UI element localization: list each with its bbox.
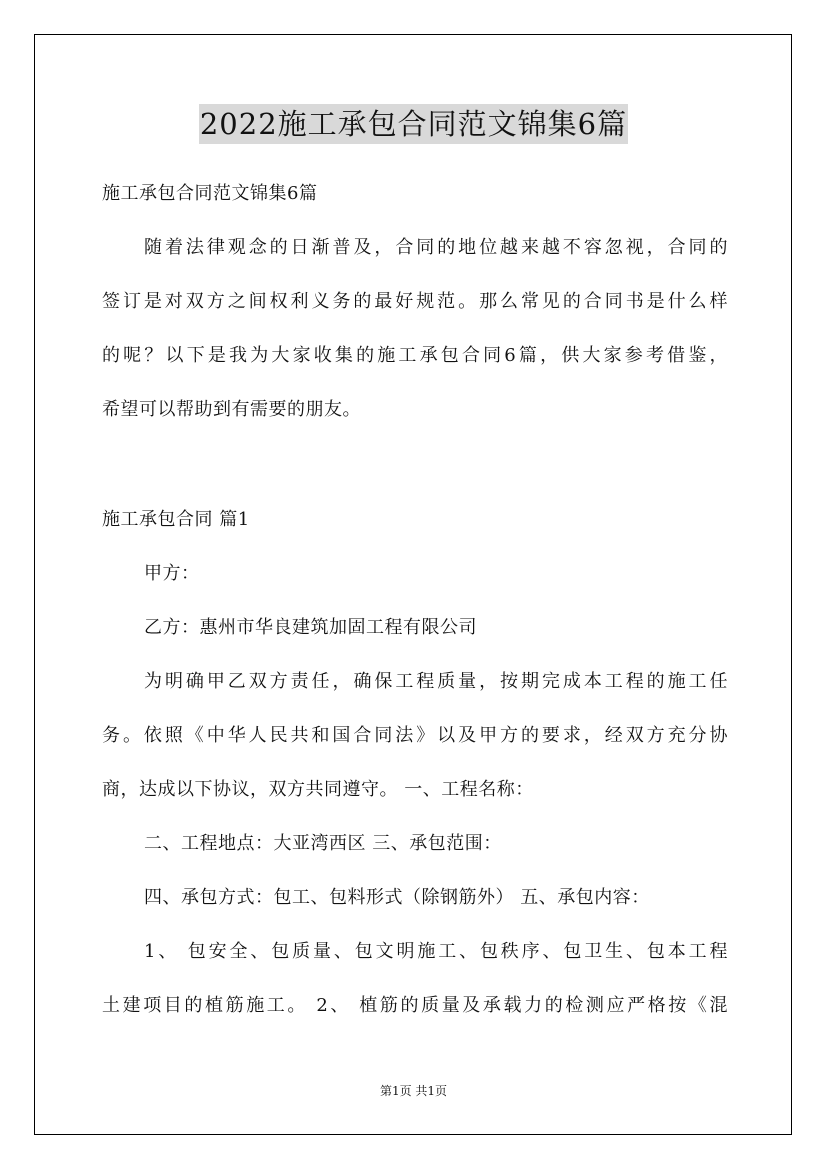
intro-paragraph-line-1: 随着法律观念的日渐普及，合同的地位越来越不容忽视，合同的	[144, 237, 728, 258]
intro-paragraph-line-3: 的呢？以下是我为大家收集的施工承包合同6篇，供大家参考借鉴，	[102, 345, 728, 366]
purpose-paragraph-line-1: 为明确甲乙双方责任，确保工程质量，按期完成本工程的施工任	[144, 671, 728, 692]
location-scope-line: 二、工程地点：大亚湾西区 三、承包范围：	[144, 833, 502, 854]
content-clause-line-1: 1、 包安全、包质量、包文明施工、包秩序、包卫生、包本工程	[144, 941, 728, 962]
party-b-line: 乙方：惠州市华良建筑加固工程有限公司	[144, 617, 477, 638]
intro-paragraph-line-2: 签订是对双方之间权利义务的最好规范。那么常见的合同书是什么样	[102, 291, 728, 312]
purpose-paragraph-line-3: 商，达成以下协议，双方共同遵守。 一、工程名称：	[102, 779, 534, 800]
section-heading: 施工承包合同 篇1	[102, 509, 250, 530]
subtitle-line: 施工承包合同范文锦集6篇	[102, 183, 318, 204]
content-clause-line-2: 土建项目的植筋施工。 2、 植筋的质量及承载力的检测应严格按《混	[102, 995, 728, 1016]
intro-paragraph-line-4: 希望可以帮助到有需要的朋友。	[102, 399, 361, 420]
title-wrapper	[0, 104, 827, 144]
purpose-paragraph-line-2: 务。依照《中华人民共和国合同法》以及甲方的要求，经双方充分协	[102, 725, 728, 746]
page-footer: 第1页 共1页	[379, 1084, 448, 1098]
document-title: 2022施工承包合同范文锦集6篇	[199, 104, 628, 144]
party-a-line: 甲方：	[144, 563, 200, 584]
contract-method-line: 四、承包方式：包工、包料形式（除钢筋外） 五、承包内容：	[144, 887, 650, 908]
